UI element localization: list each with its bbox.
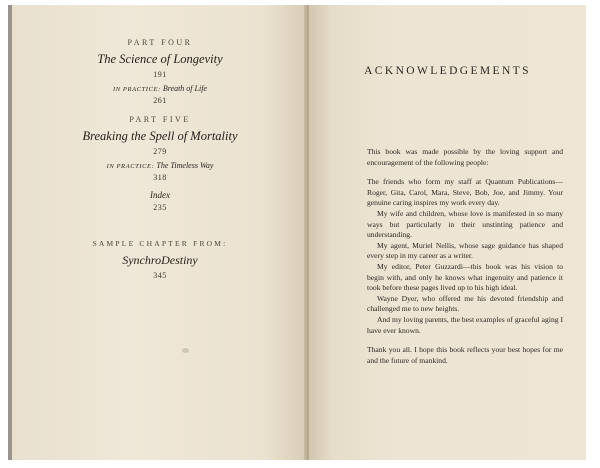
ack-paragraph: My agent, Muriel Nellis, whose sage guidance has shaped every step in my career as a writer.: [367, 240, 563, 261]
part-five-page-number: 279: [153, 147, 167, 156]
part-four-page-number: 191: [153, 70, 167, 79]
in-practice-tag: IN PRACTICE:: [106, 163, 155, 170]
index-page-number: 235: [153, 203, 167, 212]
acknowledgements-heading: ACKNOWLEDGEMENTS: [364, 65, 531, 77]
in-practice-tag: IN PRACTICE:: [113, 86, 161, 93]
sample-chapter-entry: [12, 239, 308, 280]
ack-paragraph: Thank you all. I hope this book reflects your best hopes for me and the future of mankind.: [367, 345, 563, 365]
part-five-label: PART FIVE: [129, 115, 191, 124]
in-practice-title: The Timeless Way: [156, 161, 214, 170]
acknowledgements-body: [367, 147, 563, 366]
ack-paragraph: My wife and children, whose love is manifested in so many ways but particularly in their unstinting patience and understanding.: [367, 208, 563, 240]
part-four-entry: [12, 38, 308, 105]
part-five-in-practice-page: 318: [153, 173, 167, 182]
right-page: [309, 5, 586, 460]
part-five-in-practice: [12, 161, 308, 170]
ack-paragraph: My editor, Peter Guzzardi—this book was his vision to begin with, and only he knows what ingenuity and patience it took before these pages lived up to his high ideal.: [367, 261, 563, 293]
ack-paragraph: Wayne Dyer, who offered me his devoted friendship and challenged me to new heights.: [367, 293, 563, 314]
part-four-title: The Science of Longevity: [97, 52, 223, 66]
book-spread: [8, 5, 586, 460]
sample-chapter-title: SynchroDestiny: [122, 253, 198, 267]
in-practice-title: Breath of Life: [162, 84, 207, 93]
part-five-title: Breaking the Spell of Mortality: [82, 129, 238, 143]
left-page: [12, 5, 308, 460]
part-four-in-practice: [12, 84, 308, 93]
part-four-in-practice-page: 261: [153, 96, 167, 105]
page-smudge: [182, 348, 189, 353]
sample-chapter-label: SAMPLE CHAPTER FROM:: [92, 239, 228, 248]
index-title: Index: [150, 190, 170, 200]
index-entry: [12, 190, 308, 212]
part-five-entry: [12, 115, 308, 182]
ack-paragraph: And my loving parents, the best examples of graceful aging I have ever known.: [367, 314, 563, 335]
ack-paragraph: This book was made possible by the loving support and encouragement of the following people:: [367, 147, 563, 167]
ack-paragraph: The friends who form my staff at Quantum Publications—Roger, Gita, Carol, Mara, Steve, Bob, Joe, and Jimmy. Your genuine caring inspires my work every day.: [367, 177, 563, 208]
sample-chapter-page-number: 345: [153, 271, 167, 280]
part-four-label: PART FOUR: [127, 38, 193, 47]
